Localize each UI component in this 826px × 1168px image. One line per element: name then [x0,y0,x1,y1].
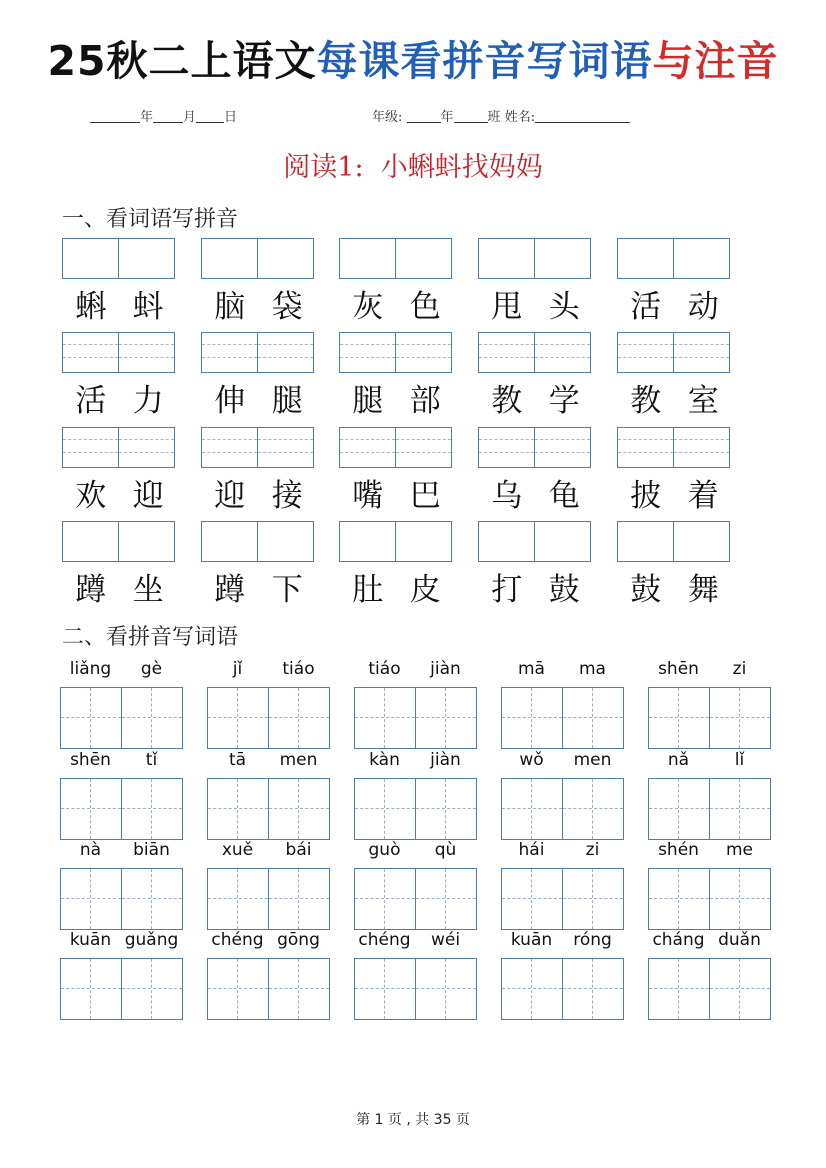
pinyin-answer-cell[interactable] [118,522,174,561]
pinyin-answer-cell[interactable] [118,428,174,467]
hanzi-char: 头 [548,289,580,325]
pinyin-answer-box[interactable] [617,238,730,279]
tian-grid-cell[interactable] [208,779,268,839]
hanzi-word [62,281,177,326]
hanzi-char: 脑 [214,289,246,325]
tian-grid-cell[interactable] [355,959,415,1019]
hanzi-char: 学 [548,383,580,419]
pinyin-answer-box[interactable] [201,332,314,373]
hanzi-char: 腿 [271,383,303,419]
pinyin-answer-box[interactable] [339,427,452,468]
hanzi-char: 舞 [687,572,719,608]
section-2-heading: 二、看拼音写词语 [62,625,239,650]
hanzi-char: 接 [271,478,303,514]
pinyin-answer-box[interactable] [62,238,175,279]
hanzi-char: 迎 [214,478,246,514]
title-part-2: 每课看拼音写词语 [316,37,653,85]
tian-grid-pair[interactable] [60,687,183,749]
pinyin-answer-cell[interactable] [673,428,729,467]
hanzi-char: 活 [630,289,662,325]
hanzi-char: 蚪 [132,289,164,325]
pinyin-answer-box[interactable] [617,521,730,562]
pinyin-syllable: qù [434,840,457,860]
pinyin-answer-cell[interactable] [534,333,590,372]
hanzi-char: 着 [687,478,719,514]
hanzi-char: 龟 [548,478,580,514]
title-part-3: 与注音 [652,37,779,85]
tian-grid-pair[interactable] [60,778,183,840]
pinyin-answer-cell[interactable] [673,333,729,372]
tian-grid-pair[interactable] [501,687,624,749]
pinyin-answer-box[interactable] [339,332,452,373]
pinyin-answer-box[interactable] [478,427,591,468]
pinyin-answer-cell[interactable] [63,333,118,372]
pinyin-answer-cell[interactable] [202,428,257,467]
hanzi-char: 肚 [352,572,384,608]
tian-grid-cell[interactable] [208,688,268,748]
hanzi-word [201,375,316,420]
pinyin-answer-box[interactable] [617,332,730,373]
hanzi-char: 巴 [409,478,441,514]
tian-grid-cell[interactable] [415,688,476,748]
pinyin-syllable: tǐ [145,750,158,770]
pinyin-answer-cell[interactable] [340,333,395,372]
pinyin-syllable: jiàn [430,750,461,770]
lesson-subtitle: 阅读1: 小蝌蚪找妈妈 [283,152,543,183]
tian-grid-cell[interactable] [415,959,476,1019]
pinyin-answer-cell[interactable] [479,239,534,278]
hanzi-word [339,281,454,326]
tian-grid-cell[interactable] [562,869,623,929]
hanzi-char: 动 [687,289,719,325]
hanzi-char: 蝌 [75,289,107,325]
pinyin-answer-box[interactable] [201,521,314,562]
hanzi-word [339,470,454,515]
hanzi-char: 甩 [491,289,523,325]
hanzi-word [617,564,732,609]
pinyin-answer-cell[interactable] [618,333,673,372]
pinyin-answer-cell[interactable] [257,428,313,467]
hanzi-word [617,281,732,326]
student-info-line [372,106,630,125]
pinyin-answer-cell[interactable] [479,428,534,467]
hanzi-char: 色 [409,289,441,325]
pinyin-syllable: jiàn [430,659,461,679]
pinyin-answer-cell[interactable] [257,522,313,561]
hanzi-char: 鼓 [548,572,580,608]
grade-blank[interactable] [407,110,441,123]
day-blank[interactable] [196,110,224,123]
pinyin-answer-cell[interactable] [534,522,590,561]
pinyin-answer-box[interactable] [339,521,452,562]
pinyin-syllable: lǐ [734,750,745,770]
tian-grid-cell[interactable] [121,869,182,929]
tian-grid-cell[interactable] [649,869,709,929]
tian-grid-pair[interactable] [501,958,624,1020]
hanzi-char: 教 [491,383,523,419]
pinyin-answer-cell[interactable] [202,333,257,372]
pinyin-answer-box[interactable] [478,238,591,279]
pinyin-answer-cell[interactable] [479,522,534,561]
hanzi-char: 欢 [75,478,107,514]
tian-grid-cell[interactable] [268,779,329,839]
pinyin-syllable: biān [133,840,170,860]
tian-grid-pair[interactable] [60,868,183,930]
hanzi-word [201,564,316,609]
tian-grid-pair[interactable] [648,958,771,1020]
pinyin-syllable: ma [579,659,606,679]
pinyin-syllable: shén [658,840,699,860]
hanzi-word [339,375,454,420]
pinyin-answer-box[interactable] [201,238,314,279]
hanzi-char: 蹲 [75,572,107,608]
pinyin-answer-box[interactable] [339,238,452,279]
section-1-heading: 一、看词语写拼音 [62,207,239,232]
tian-grid-cell[interactable] [61,959,121,1019]
hanzi-word [62,470,177,515]
pinyin-syllable: tiáo [282,659,315,679]
tian-grid-cell[interactable] [502,779,562,839]
hanzi-word [339,564,454,609]
pinyin-answer-box[interactable] [62,427,175,468]
pinyin-syllable: gè [140,659,163,679]
pinyin-answer-cell[interactable] [479,333,534,372]
grade-year-label: 年 [440,110,454,125]
year-blank[interactable] [90,110,140,123]
pinyin-answer-box[interactable] [478,521,591,562]
tian-grid-cell[interactable] [562,688,623,748]
pinyin-answer-cell[interactable] [340,239,395,278]
pinyin-syllable: guǎng [124,930,179,950]
tian-grid-cell[interactable] [502,688,562,748]
hanzi-char: 迎 [132,478,164,514]
pinyin-answer-cell[interactable] [340,428,395,467]
hanzi-char: 灰 [352,289,384,325]
tian-grid-cell[interactable] [562,959,623,1019]
pinyin-answer-cell[interactable] [395,522,451,561]
tian-grid-pair[interactable] [501,778,624,840]
tian-grid-cell[interactable] [415,779,476,839]
hanzi-char: 嘴 [352,478,384,514]
hanzi-char: 下 [271,572,303,608]
tian-grid-cell[interactable] [502,959,562,1019]
pinyin-syllable: shēn [658,659,699,679]
hanzi-char: 乌 [491,478,523,514]
pinyin-syllable: zi [585,840,600,860]
tian-grid-cell[interactable] [121,688,182,748]
pinyin-syllable: hái [518,840,545,860]
pinyin-answer-cell[interactable] [63,428,118,467]
class-blank[interactable] [454,110,488,123]
pinyin-answer-box[interactable] [62,332,175,373]
tian-grid-pair[interactable] [207,958,330,1020]
class-label: 班 [487,110,501,125]
tian-grid-cell[interactable] [355,869,415,929]
pinyin-syllable: tā [228,750,247,770]
year-label: 年 [140,110,154,125]
tian-grid-pair[interactable] [648,868,771,930]
pinyin-answer-cell[interactable] [618,428,673,467]
pinyin-answer-cell[interactable] [118,333,174,372]
pinyin-syllable: men [573,750,612,770]
tian-grid-pair[interactable] [207,778,330,840]
tian-grid-cell[interactable] [709,779,770,839]
pinyin-answer-box[interactable] [617,427,730,468]
tian-grid-pair[interactable] [354,958,477,1020]
hanzi-word [478,375,593,420]
tian-grid-cell[interactable] [61,688,121,748]
pinyin-syllable: wéi [430,930,461,950]
hanzi-word [478,564,593,609]
pinyin-answer-cell[interactable] [63,522,118,561]
tian-grid-cell[interactable] [709,959,770,1019]
pinyin-answer-cell[interactable] [202,522,257,561]
tian-grid-cell[interactable] [355,779,415,839]
pinyin-syllable: bái [285,840,312,860]
tian-grid-cell[interactable] [709,869,770,929]
hanzi-char: 活 [75,383,107,419]
page-title [0,28,826,87]
tian-grid-pair[interactable] [648,687,771,749]
hanzi-word [478,281,593,326]
tian-grid-cell[interactable] [562,779,623,839]
pinyin-answer-cell[interactable] [63,239,118,278]
tian-grid-cell[interactable] [121,779,182,839]
date-line [90,106,237,125]
pinyin-syllable: kuān [510,930,553,950]
pinyin-syllable: chéng [358,930,411,950]
pinyin-answer-cell[interactable] [534,239,590,278]
pinyin-syllable: jǐ [232,659,243,679]
tian-grid-cell[interactable] [355,688,415,748]
hanzi-char: 打 [491,572,523,608]
day-label: 日 [224,110,238,125]
hanzi-char: 蹲 [214,572,246,608]
pinyin-answer-cell[interactable] [340,522,395,561]
tian-grid-pair[interactable] [354,778,477,840]
tian-grid-cell[interactable] [502,869,562,929]
hanzi-char: 教 [630,383,662,419]
pinyin-syllable: me [725,840,754,860]
pinyin-syllable: cháng [652,930,705,950]
tian-grid-cell[interactable] [61,869,121,929]
grade-label: 年级: [372,110,403,125]
hanzi-char: 力 [132,383,164,419]
pinyin-syllable: kuān [69,930,112,950]
tian-grid-cell[interactable] [121,959,182,1019]
hanzi-word [62,564,177,609]
pinyin-answer-cell[interactable] [618,522,673,561]
pinyin-syllable: gōng [277,930,320,950]
hanzi-word [617,375,732,420]
tian-grid-cell[interactable] [415,869,476,929]
pinyin-syllable: guò [368,840,401,860]
tian-grid-pair[interactable] [354,868,477,930]
hanzi-char: 腿 [352,383,384,419]
page-footer: 第 1 页 , 共 35 页 [356,1112,470,1128]
tian-grid-pair[interactable] [207,868,330,930]
tian-grid-pair[interactable] [60,958,183,1020]
month-blank[interactable] [153,110,183,123]
pinyin-answer-cell[interactable] [618,239,673,278]
tian-grid-pair[interactable] [354,687,477,749]
hanzi-char: 坐 [132,572,164,608]
pinyin-answer-cell[interactable] [395,239,451,278]
pinyin-answer-cell[interactable] [118,239,174,278]
pinyin-syllable: duǎn [718,930,761,950]
hanzi-word [617,470,732,515]
month-label: 月 [183,110,197,125]
tian-grid-cell[interactable] [709,688,770,748]
pinyin-answer-cell[interactable] [673,522,729,561]
hanzi-word [62,375,177,420]
pinyin-syllable: xuě [221,840,254,860]
pinyin-answer-cell[interactable] [395,428,451,467]
pinyin-answer-box[interactable] [478,332,591,373]
pinyin-answer-box[interactable] [62,521,175,562]
pinyin-syllable: men [279,750,318,770]
tian-grid-cell[interactable] [268,959,329,1019]
tian-grid-pair[interactable] [501,868,624,930]
hanzi-char: 披 [630,478,662,514]
hanzi-word [478,470,593,515]
pinyin-syllable: nà [79,840,102,860]
pinyin-answer-cell[interactable] [202,239,257,278]
pinyin-answer-box[interactable] [201,427,314,468]
pinyin-syllable: mā [518,659,545,679]
pinyin-syllable: kàn [369,750,400,770]
pinyin-syllable: wǒ [519,750,544,770]
pinyin-answer-cell[interactable] [257,239,313,278]
pinyin-answer-cell[interactable] [673,239,729,278]
hanzi-char: 袋 [271,289,303,325]
tian-grid-cell[interactable] [208,869,268,929]
pinyin-answer-cell[interactable] [395,333,451,372]
name-blank[interactable] [535,110,630,123]
name-label: 姓名: [504,110,536,125]
tian-grid-cell[interactable] [649,688,709,748]
tian-grid-cell[interactable] [649,959,709,1019]
pinyin-syllable: liǎng [69,659,112,679]
hanzi-char: 部 [409,383,441,419]
pinyin-syllable: nǎ [667,750,690,770]
hanzi-char: 皮 [409,572,441,608]
tian-grid-cell[interactable] [208,959,268,1019]
pinyin-answer-cell[interactable] [534,428,590,467]
tian-grid-pair[interactable] [207,687,330,749]
pinyin-syllable: chéng [211,930,264,950]
tian-grid-cell[interactable] [61,779,121,839]
hanzi-word [201,470,316,515]
hanzi-char: 室 [687,383,719,419]
pinyin-syllable: shēn [70,750,111,770]
pinyin-answer-cell[interactable] [257,333,313,372]
pinyin-syllable: tiáo [368,659,401,679]
pinyin-syllable: zi [732,659,747,679]
hanzi-word [201,281,316,326]
pinyin-syllable: róng [573,930,612,950]
hanzi-char: 鼓 [630,572,662,608]
hanzi-char: 伸 [214,383,246,419]
tian-grid-cell[interactable] [268,869,329,929]
tian-grid-pair[interactable] [648,778,771,840]
tian-grid-cell[interactable] [268,688,329,748]
title-part-1: 25秋二上语文 [47,37,317,85]
tian-grid-cell[interactable] [649,779,709,839]
